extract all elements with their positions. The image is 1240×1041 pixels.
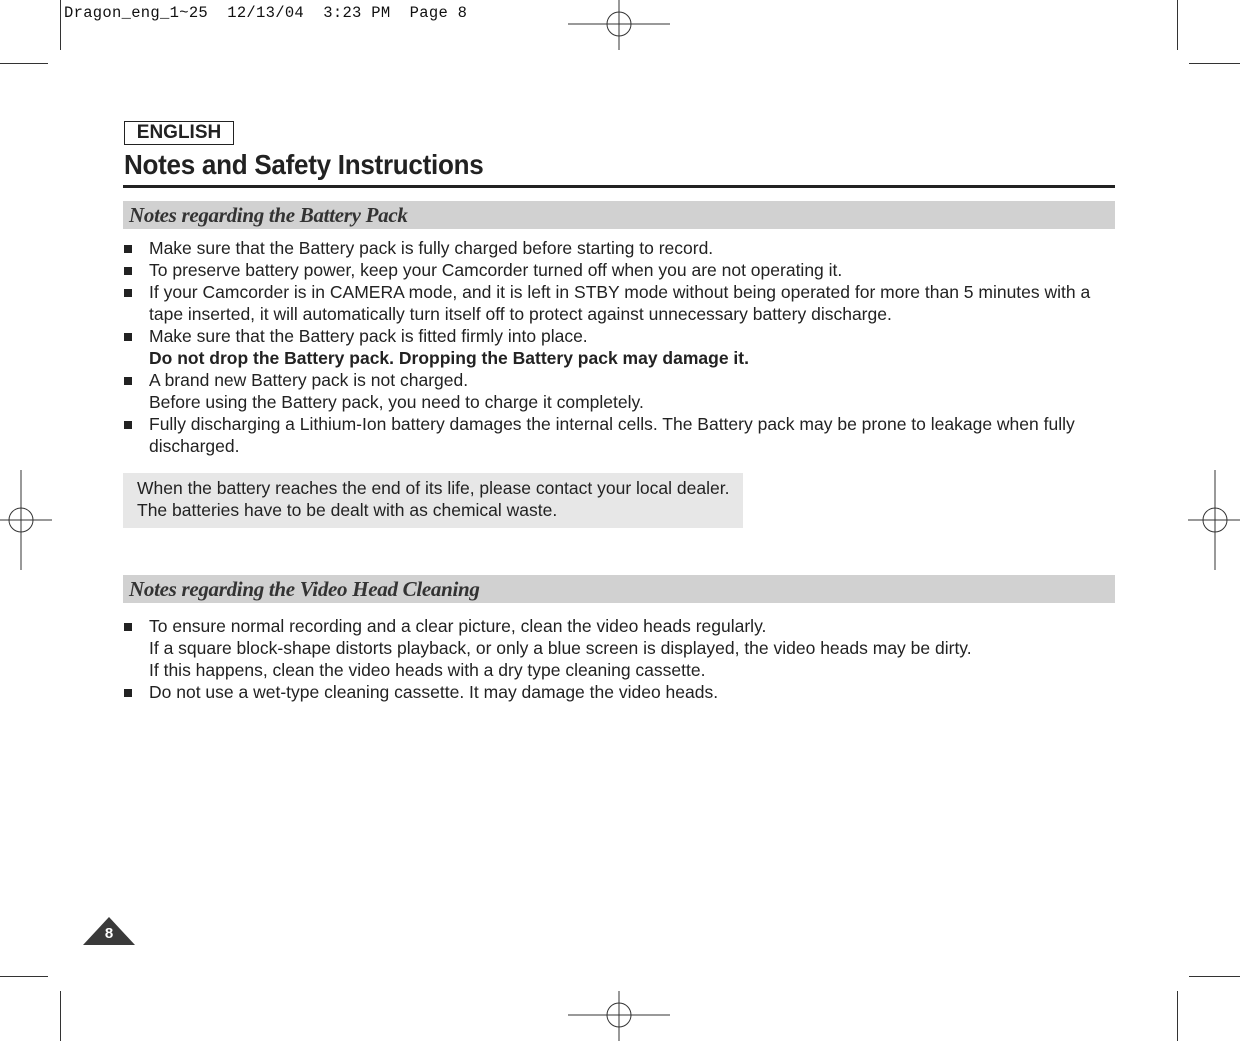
section-heading-battery: [123, 201, 1115, 229]
list-item-text: Before using the Battery pack, you need to charge it completely.: [149, 392, 644, 412]
list-item: [124, 615, 1104, 681]
list-item-text: If a square block-shape distorts playback, or only a blue screen is displayed, the video heads may be dirty.: [149, 638, 972, 658]
list-item-text: To ensure normal recording and a clear picture, clean the video heads regularly.: [149, 616, 767, 636]
list-item: [124, 413, 1104, 457]
square-bullet-icon: [124, 623, 132, 631]
list-item: [124, 369, 1104, 413]
list-item: [124, 237, 1104, 259]
printer-slug: Dragon_eng_1~25 12/13/04 3:23 PM Page 8: [64, 4, 468, 22]
registration-mark-left: [0, 470, 52, 570]
page-number-badge: [83, 917, 135, 945]
list-item-text: If your Camcorder is in CAMERA mode, and it is left in STBY mode without being operated for more than 5 minutes with a: [149, 282, 1091, 302]
disposal-notice-box: [123, 473, 743, 528]
square-bullet-icon: [124, 377, 132, 385]
list-item-text: discharged.: [149, 436, 240, 456]
list-item-text: A brand new Battery pack is not charged.: [149, 370, 469, 390]
list-item-text: Fully discharging a Lithium-Ion battery damages the internal cells. The Battery pack may be prone to leakage when fully: [149, 414, 1075, 434]
square-bullet-icon: [124, 289, 132, 297]
list-item-text: If this happens, clean the video heads with a dry type cleaning cassette.: [149, 660, 706, 680]
registration-mark-right: [1188, 470, 1240, 570]
list-item-text: tape inserted, it will automatically turn itself off to protect against unnecessary battery discharge.: [149, 304, 892, 324]
list-item: [124, 281, 1104, 325]
notice-text: When the battery reaches the end of its life, please contact your local dealer.: [137, 478, 730, 498]
square-bullet-icon: [124, 245, 132, 253]
list-item-text: To preserve battery power, keep your Camcorder turned off when you are not operating it.: [149, 260, 843, 280]
square-bullet-icon: [124, 333, 132, 341]
page-title: Notes and Safety Instructions: [124, 149, 484, 180]
title-rule: [123, 185, 1115, 188]
list-item-text: Make sure that the Battery pack is fully charged before starting to record.: [149, 238, 714, 258]
section-heading-text: Notes regarding the Battery Pack: [129, 203, 408, 227]
battery-notes-list: [124, 237, 1104, 457]
list-item: [124, 259, 1104, 281]
language-badge: ENGLISH: [124, 121, 234, 145]
list-item-text: Do not use a wet-type cleaning cassette. It may damage the video heads.: [149, 682, 719, 702]
square-bullet-icon: [124, 689, 132, 697]
list-item: [124, 325, 1104, 369]
page-number: 8: [104, 925, 114, 942]
list-item-text: Make sure that the Battery pack is fitted firmly into place.: [149, 326, 588, 346]
warning-text: Do not drop the Battery pack. Dropping the Battery pack may damage it.: [149, 348, 749, 368]
registration-mark-top: [568, 0, 670, 50]
section-heading-video-head: [123, 575, 1115, 603]
registration-mark-bottom: [568, 991, 670, 1041]
list-item: [124, 681, 1104, 703]
square-bullet-icon: [124, 421, 132, 429]
notice-text: The batteries have to be dealt with as chemical waste.: [137, 500, 558, 520]
square-bullet-icon: [124, 267, 132, 275]
video-head-notes-list: [124, 615, 1104, 703]
section-heading-text: Notes regarding the Video Head Cleaning: [129, 577, 480, 601]
